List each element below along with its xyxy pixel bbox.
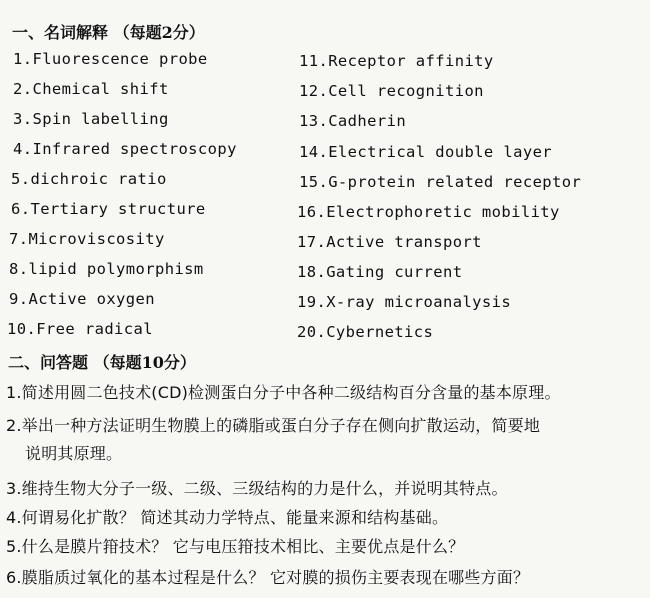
term-10: 10.Free radical [7,320,153,338]
term-7: 7.Microviscosity [9,230,165,248]
term-11: 11.Receptor affinity [299,52,494,70]
term-13: 13.Cadherin [299,112,407,130]
term-9: 9.Active oxygen [9,290,155,308]
term-16: 16.Electrophoretic mobility [297,203,560,221]
term-20: 20.Cybernetics [297,323,434,341]
term-15: 15.G-protein related receptor [299,173,582,191]
question-4: 4.何谓易化扩散？ 简述其动力学特点、能量来源和结构基础。 [6,508,449,527]
term-5: 5.dichroic ratio [11,170,167,188]
term-8: 8.lipid polymorphism [9,260,204,278]
term-18: 18.Gating current [297,263,463,281]
question-2: 2.举出一种方法证明生物膜上的磷脂或蛋白分子存在侧向扩散运动，简要地 [6,416,541,435]
term-4: 4.Infrared spectroscopy [13,140,237,158]
term-2: 2.Chemical shift [13,80,169,98]
term-14: 14.Electrical double layer [299,143,553,161]
question-3: 3.维持生物大分子一级、二级、三级结构的力是什么，并说明其特点。 [6,479,508,498]
term-3: 3.Spin labelling [13,110,169,128]
question-5: 5.什么是膜片箝技术？ 它与电压箝技术相比、主要优点是什么？ [6,537,465,556]
section-2-title: 二、问答题 （每题10分） [8,353,196,372]
term-19: 19.X-ray microanalysis [297,293,512,311]
question-1: 1.简述用圆二色技术(CD)检测蛋白分子中各种二级结构百分含量的基本原理。 [6,383,561,402]
question-6: 6.膜脂质过氧化的基本过程是什么？ 它对膜的损伤主要表现在哪些方面？ [6,568,530,587]
question-2-continued: 说明其原理。 [25,444,123,463]
term-1: 1.Fluorescence probe [13,50,208,68]
section-1-title: 一、名词解释 （每题2分） [12,23,205,42]
term-6: 6.Tertiary structure [11,200,206,218]
term-12: 12.Cell recognition [299,82,484,100]
term-17: 17.Active transport [297,233,482,251]
